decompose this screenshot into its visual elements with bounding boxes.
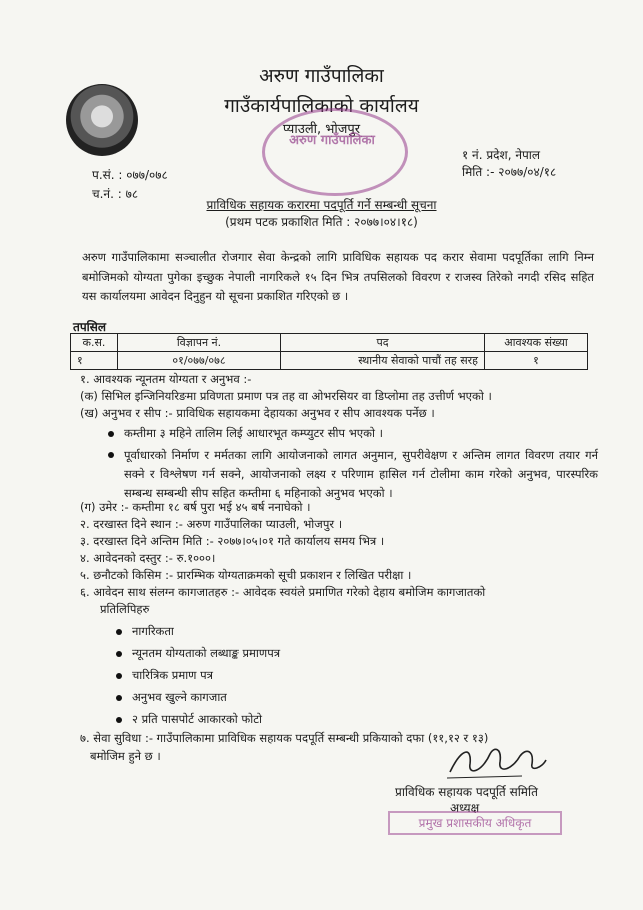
bullet-icon <box>116 695 122 701</box>
section-7: ७. सेवा सुविधा :- गाउँपालिकामा प्राविधिक सहायक पदपूर्ति सम्बन्धी प्रकियाको दफा (११,१२ र १३) <box>80 731 489 745</box>
office-stamp-text: अरुण गाउँपालिका <box>289 133 375 148</box>
bullet-icon <box>116 651 122 657</box>
qualification-ga: (ग) उमेर :- कम्तीमा १८ बर्ष पुरा भई ४५ बर्ष ननाघेको । <box>80 500 311 514</box>
signature-committee: प्राविधिक सहायक पदपूर्ति समिति <box>395 785 538 799</box>
office-stamp <box>262 108 408 196</box>
table-cell: १ <box>71 352 118 370</box>
qualification-ka: (क) सिभिल इन्जिनियरिङमा प्रविणता प्रमाण पत्र तह वा ओभरसियर वा डिप्लोमा तह उत्तीर्ण भएको । <box>80 389 492 403</box>
bullet-icon <box>108 452 114 458</box>
list-item: पूर्वाधारको निर्माण र मर्मतका लागि आयोजनाको लागत अनुमान, सुपरीवेक्षण र अन्तिम लागत विवरण तयार गर्न सक्ने र विश्लेषण गर्न सक्ने, आयोजनाको लक्ष्य र परिणाम हासिल गर्न टोलीमा काम गरेको अनुभव, पारस्परिक सम्बन्ध सम्बन्धी सीप सहित कम्तीमा ६ महिनाको अनुभव भएको । <box>108 446 598 503</box>
section-6: ६. आवेदन साथ संलग्न कागजातहरु :- आवेदक स्वयंले प्रमाणित गरेको देहाय बमोजिम कागजातको <box>80 585 486 599</box>
issue-date: मिति :- २०७७/०४/१८ <box>462 165 557 179</box>
table-header: पद <box>281 334 485 352</box>
office-location: प्याउली, भोजपुर <box>282 122 361 137</box>
dispatch-number: च.नं. : ७८ <box>92 187 139 201</box>
section-2: २. दरखास्त दिने स्थान :- अरुण गाउँपालिका प्याउली, भोजपुर । <box>80 517 343 531</box>
bullet-icon <box>116 629 122 635</box>
letter-ref-number: प.सं. : ०७७/०७८ <box>92 168 168 182</box>
vacancy-table <box>70 333 588 370</box>
notice-title: प्राविधिक सहायक करारमा पदपूर्ति गर्ने सम्बन्धी सूचना <box>206 198 437 212</box>
tapsil-heading: तपसिल <box>73 320 107 334</box>
section-7-cont: बमोजिम हुने छ । <box>90 749 161 763</box>
section-3: ३. दरखास्त दिने अन्तिम मिति :- २०७७।०५।०१ गते कार्यालय समय भित्र । <box>80 534 385 548</box>
list-item: नागरिकता <box>116 622 606 641</box>
qualification-kha: (ख) अनुभव र सीप :- प्राविधिक सहायकमा देहायका अनुभव र सीप आवश्यक पर्नेछ । <box>80 406 435 420</box>
table-cell: ०१/०७७/०७८ <box>118 352 281 370</box>
section-6-cont: प्रतिलिपिहरु <box>100 602 150 616</box>
section-1-heading: १. आवश्यक न्यूनतम योग्यता र अनुभव :- <box>80 372 252 386</box>
list-item: न्यूनतम योग्यताको लब्धाङ्क प्रमाणपत्र <box>116 644 606 663</box>
table-header: विज्ञापन नं. <box>118 334 281 352</box>
bullet-icon <box>108 431 114 437</box>
list-item: २ प्रति पासपोर्ट आकारको फोटो <box>116 710 606 729</box>
list-item: चारित्रिक प्रमाण पत्र <box>116 666 606 685</box>
notice-body: अरुण गाउँपालिकामा सञ्चालीत रोजगार सेवा केन्द्रको लागि प्राविधिक सहायक पद करार सेवामा पदपूर्तिका लागि निम्न बमोजिमको योग्यता पुगेका इच्छुक नेपाली नागरिकले १५ दिन भित्र तपसिलको विवरण र राजस्व तिरेको नगदी रसिद सहित यस कार्यालयमा आवेदन दिनुहुन यो सूचना प्रकाशित गरिएको छ । <box>82 250 594 303</box>
section-5: ५. छनौटको किसिम :- प्रारम्भिक योग्यताक्रमको सूची प्रकाशन र लिखित परीक्षा । <box>80 568 412 582</box>
table-header: क.स. <box>71 334 118 352</box>
notice-subtitle: (प्रथम पटक प्रकाशित मिति : २०७७।०४।१८) <box>225 215 418 229</box>
table-cell: स्थानीय सेवाको पाचौं तह सरह <box>281 352 485 370</box>
bullet-icon <box>116 717 122 723</box>
table-header: आवश्यक संख्या <box>485 334 588 352</box>
province-label: १ नं. प्रदेश, नेपाल <box>462 148 541 162</box>
bullet-icon <box>116 673 122 679</box>
list-item: अनुभव खुल्ने कागजात <box>116 688 606 707</box>
cao-stamp: प्रमुख प्रशासकीय अधिकृत <box>388 811 562 835</box>
table-cell: १ <box>485 352 588 370</box>
signature-scribble <box>442 742 552 782</box>
office-name: अरुण गाउँपालिका <box>259 65 384 87</box>
office-subtitle: गाउँकार्यपालिकाको कार्यालय <box>224 95 419 117</box>
signature-chair: अध्यक्ष <box>450 801 480 815</box>
table-row <box>71 352 588 370</box>
section-4: ४. आवेदनको दस्तुर :- रु.१०००। <box>80 551 216 565</box>
list-item: कम्तीमा ३ महिने तालिम लिई आधारभूत कम्प्युटर सीप भएको । <box>108 424 598 443</box>
